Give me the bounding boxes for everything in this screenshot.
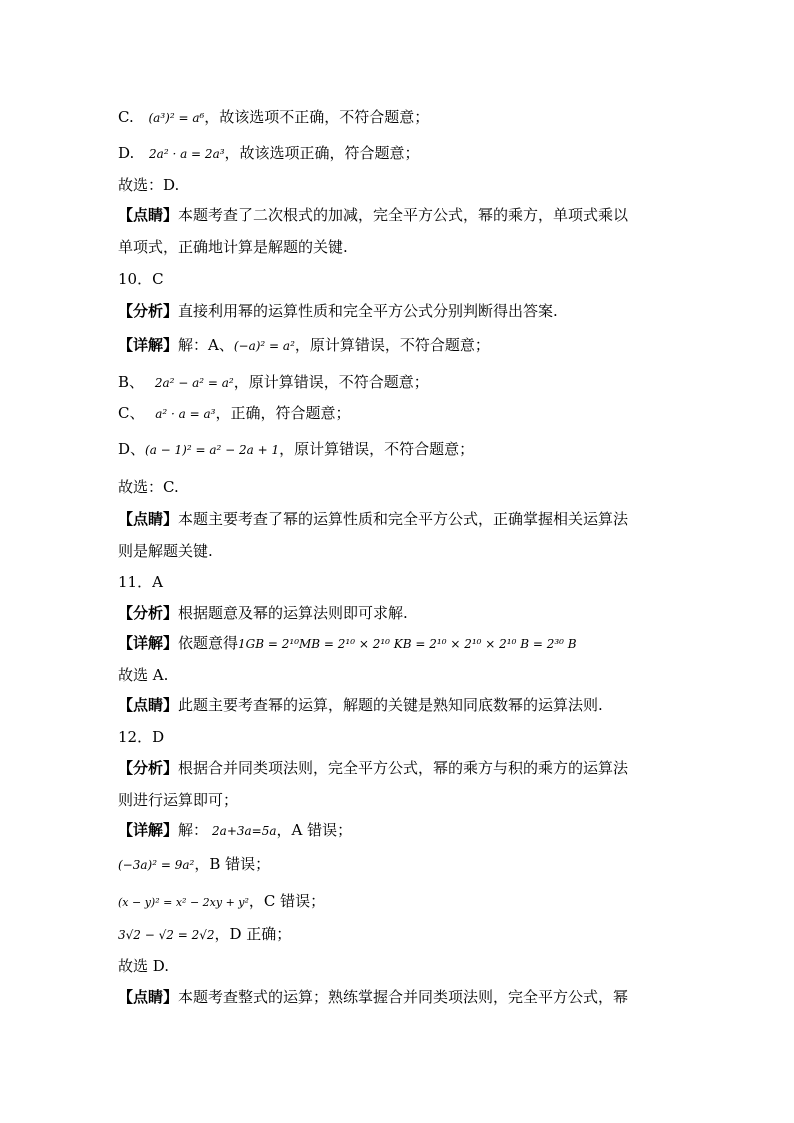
note-text: 本题考查了二次根式的加减，完全平方公式，幂的乘方，单项式乘以	[178, 206, 629, 224]
detail-b-prefix: B、	[118, 373, 145, 391]
detail-d-formula: 3√2 − √2 = 2√2	[118, 928, 215, 942]
option-c-prefix: C.	[118, 108, 134, 126]
detail-line	[118, 819, 352, 842]
detail-d-text: ，D 正确；	[214, 925, 292, 943]
detail-text: 解：A、	[178, 336, 234, 354]
analysis-line	[118, 602, 408, 624]
note-continuation: 则是解题关键.	[118, 542, 213, 560]
option-d-prefix: D.	[118, 144, 135, 162]
detail-tag: 【详解】	[118, 336, 179, 354]
detail-b-text: ，原计算错误，不符合题意；	[233, 373, 429, 391]
detail-d-line	[118, 438, 474, 461]
detail-line	[118, 334, 490, 357]
detail-line	[118, 632, 577, 655]
note-text: 本题主要考查了幂的运算性质和完全平方公式，正确掌握相关运算法	[178, 510, 629, 528]
detail-b-line	[118, 853, 270, 876]
detail-b-formula: (−3a)² = 9a²	[118, 858, 195, 872]
note-text: 此题主要考查幂的运算，解题的关键是熟知同底数幂的运算法则.	[178, 696, 603, 714]
note-text: 本题考查整式的运算；熟练掌握合并同类项法则，完全平方公式，幂	[178, 988, 629, 1006]
analysis-text: 根据题意及幂的运算法则即可求解.	[178, 604, 408, 622]
detail-d-formula: (a − 1)² = a² − 2a + 1	[145, 443, 280, 457]
note-line	[118, 508, 628, 530]
note-line	[118, 694, 603, 716]
detail-c-text: ，C 错误；	[248, 892, 326, 910]
detail-d-line	[118, 923, 291, 946]
question-number-10: 10．C	[118, 270, 164, 288]
note-tag: 【点睛】	[118, 510, 179, 528]
analysis-tag: 【分析】	[118, 302, 179, 320]
answer-line: 故选 D.	[118, 957, 170, 975]
question-number-12: 12．D	[118, 728, 165, 746]
note-tag: 【点睛】	[118, 206, 179, 224]
answer-line: 故选：C.	[118, 478, 179, 496]
answer-line: 故选 A.	[118, 666, 169, 684]
detail-c-text: ，正确，符合题意；	[215, 404, 351, 422]
analysis-text: 直接利用幂的运算性质和完全平方公式分别判断得出答案.	[178, 302, 558, 320]
detail-c-prefix: C、	[118, 404, 145, 422]
analysis-continuation: 则进行运算即可；	[118, 791, 239, 809]
detail-formula: 1GB = 2¹⁰MB = 2¹⁰ × 2¹⁰ KB = 2¹⁰ × 2¹⁰ × 2¹⁰ B = 2³⁰ B	[238, 637, 577, 651]
detail-b-text: ，B 错误；	[194, 855, 271, 873]
option-c-text: ，故该选项不正确，不符合题意；	[204, 108, 430, 126]
note-line	[118, 204, 628, 226]
option-d-line	[118, 142, 420, 165]
detail-c-formula: (x − y)² = x² − 2xy + y²	[118, 896, 249, 909]
analysis-tag: 【分析】	[118, 604, 179, 622]
analysis-line	[118, 757, 628, 779]
detail-tag: 【详解】	[118, 634, 179, 652]
note-line	[118, 986, 628, 1008]
detail-c-formula: a² · a = a³	[155, 407, 216, 421]
detail-d-text: ，原计算错误，不符合题意；	[279, 440, 475, 458]
note-tag: 【点睛】	[118, 988, 179, 1006]
detail-formula: (−a)² = a²	[233, 339, 295, 353]
note-tag: 【点睛】	[118, 696, 179, 714]
detail-text-tail: ，原计算错误，不符合题意；	[294, 336, 490, 354]
detail-text: 解：	[178, 821, 209, 839]
option-c-formula: (a³)² = a⁶	[148, 111, 205, 125]
detail-c-line	[118, 890, 325, 914]
detail-c-line	[118, 402, 351, 425]
detail-text: 依题意得	[178, 634, 239, 652]
detail-text-tail: ，A 错误；	[276, 821, 353, 839]
detail-d-prefix: D、	[118, 440, 146, 458]
detail-tag: 【详解】	[118, 821, 179, 839]
option-d-formula: 2a² · a = 2a³	[149, 147, 225, 161]
option-c-line	[118, 106, 429, 129]
note-continuation: 单项式，正确地计算是解题的关键.	[118, 238, 348, 256]
option-d-text: ，故该选项正确，符合题意；	[224, 144, 420, 162]
analysis-line	[118, 300, 558, 322]
detail-b-line	[118, 371, 429, 394]
analysis-text: 根据合并同类项法则，完全平方公式，幂的乘方与积的乘方的运算法	[178, 759, 629, 777]
detail-formula: 2a+3a=5a	[212, 824, 277, 838]
question-number-11: 11．A	[118, 573, 163, 591]
detail-b-formula: 2a² − a² = a²	[154, 376, 234, 390]
answer-line: 故选：D.	[118, 176, 180, 194]
analysis-tag: 【分析】	[118, 759, 179, 777]
